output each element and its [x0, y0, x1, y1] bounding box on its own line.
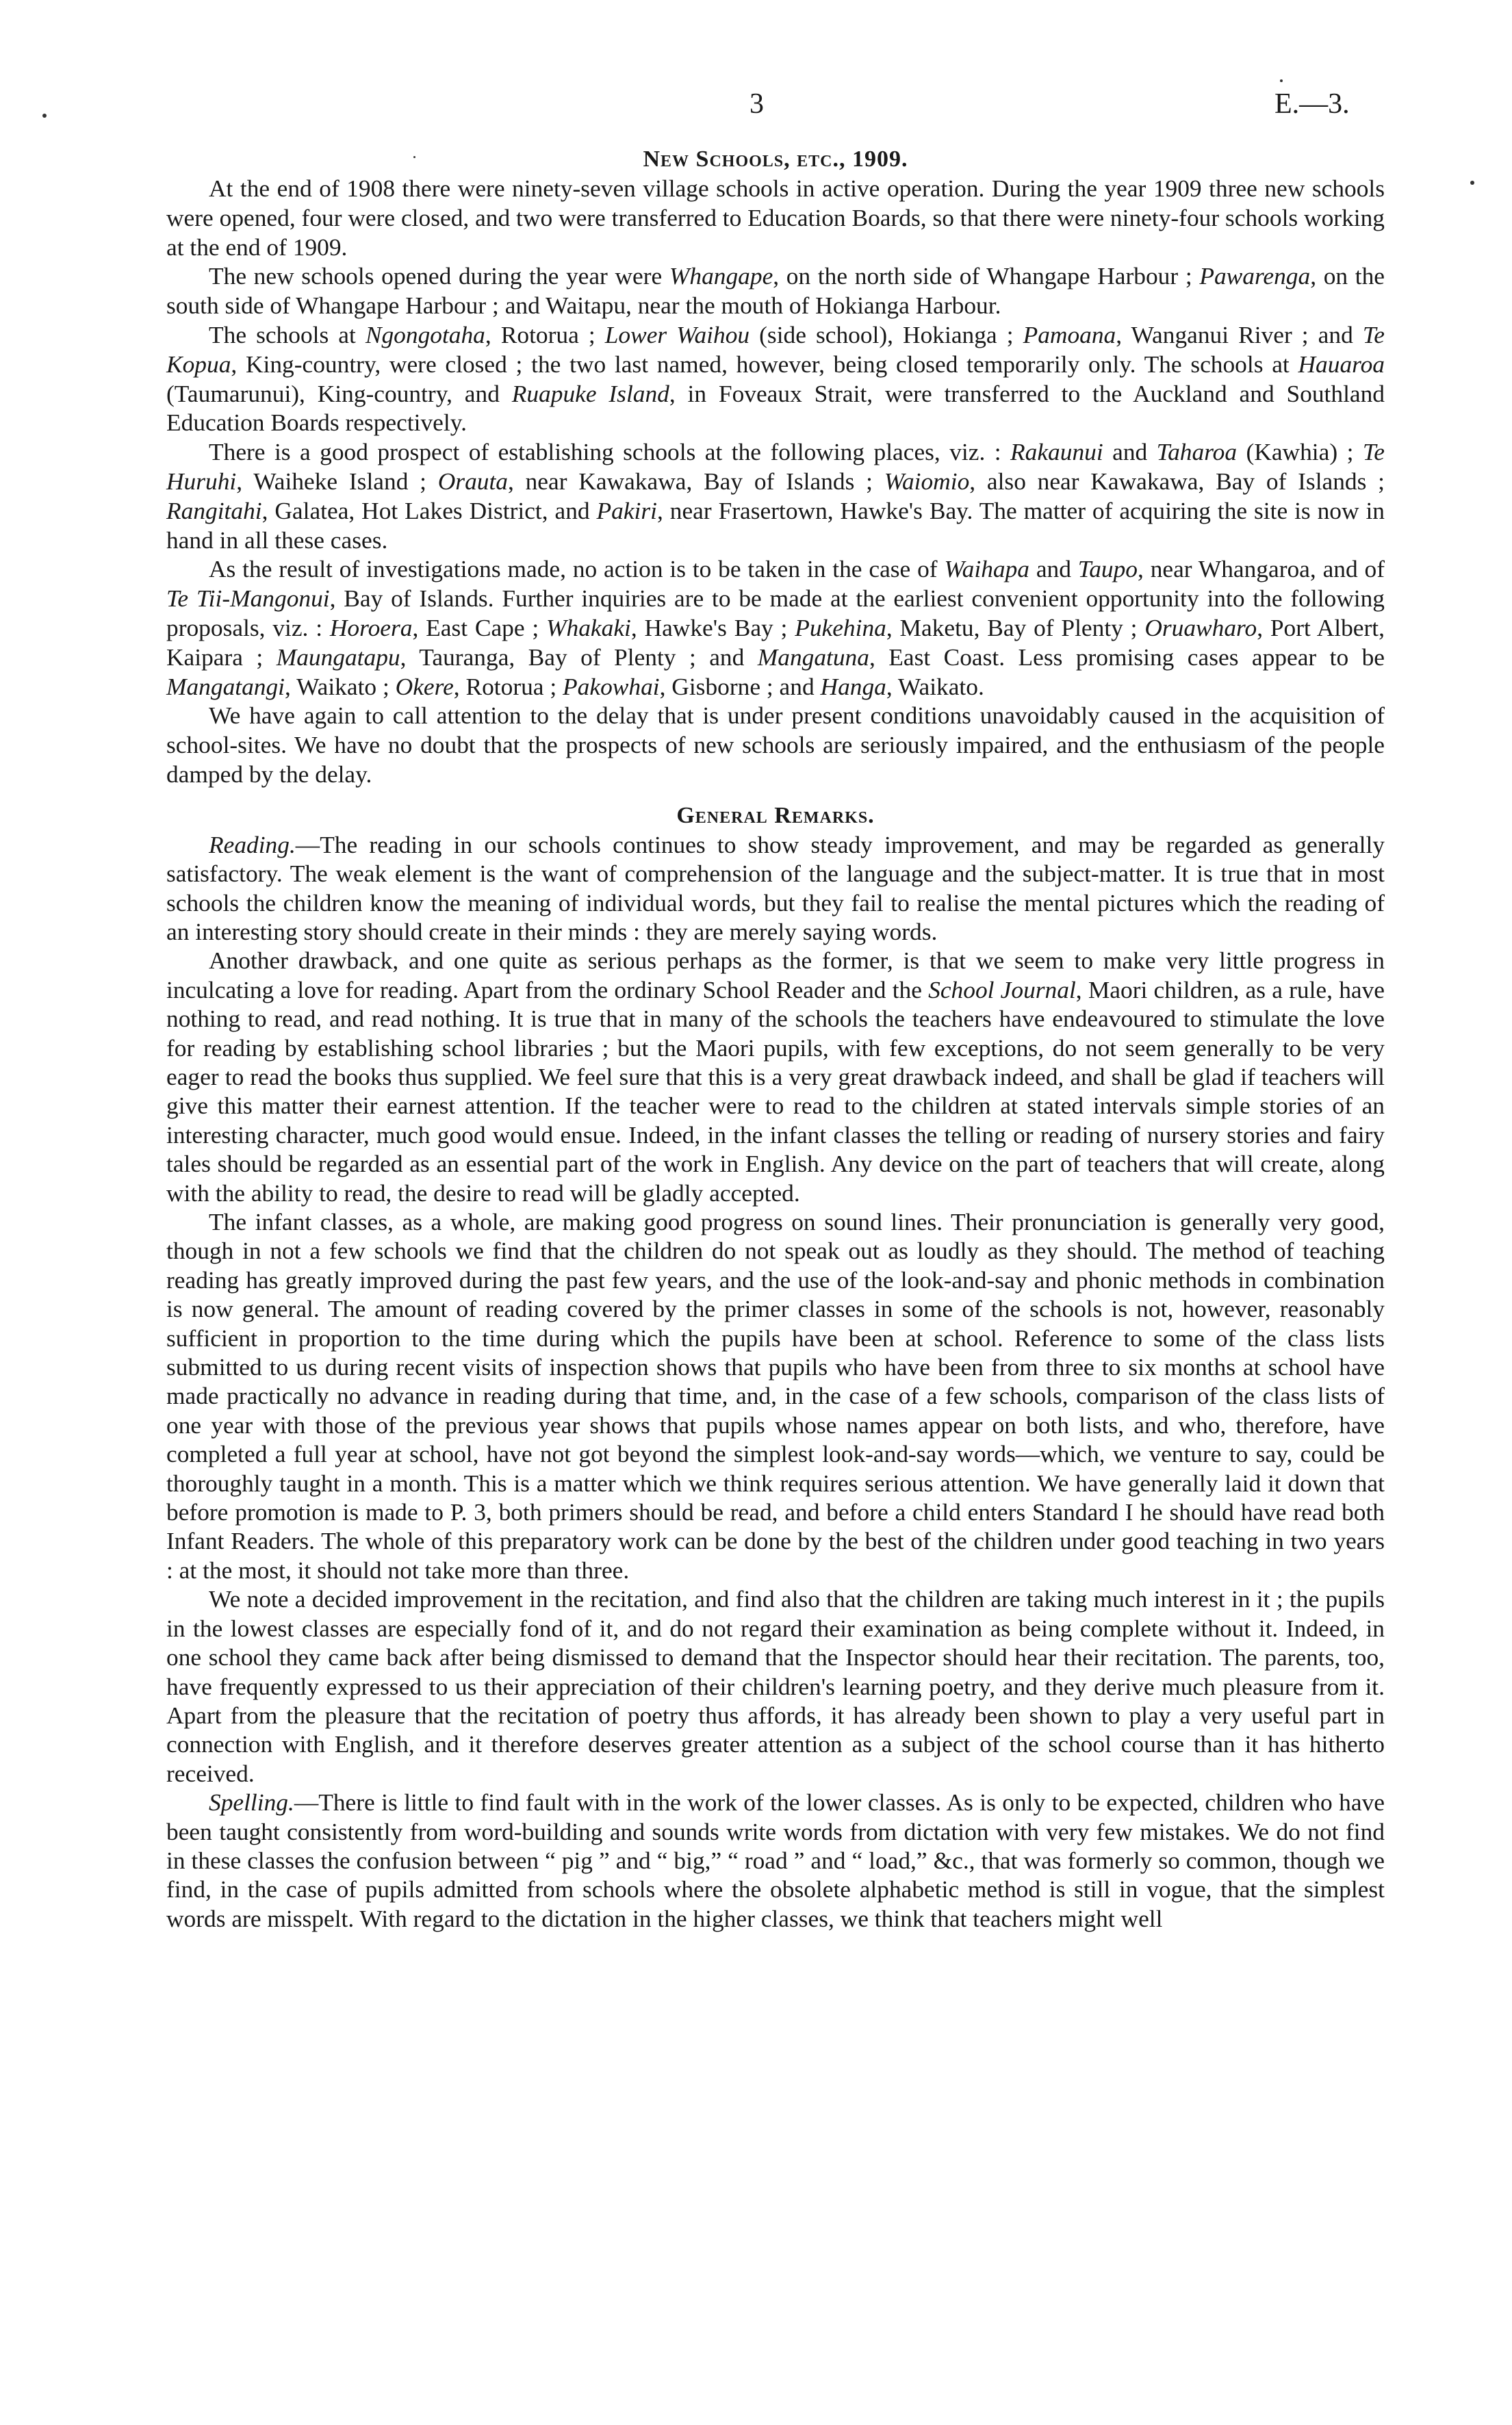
italic-run: Ngongotaha: [365, 320, 485, 348]
text-run: , Maori children, as a rule, have nothing to read, and read nothing. It is true that in many of the schools the teachers have endeavoured to stimulate the love for reading by establishing school libraries ; but the Maori pupils, with few exceptions, do not seem generally to be very eager to read the books thus supplied. We feel sure that this is a very great drawback indeed, and shall be glad if teachers will give this matter their earnest attention. If the teacher were to read to the children at stated intervals simple stories of an interesting character, much good would ensue. Indeed, in the infant classes the telling or reading of nursery stories and fairy tales should be regarded as an essential part of the work in English. Any device on the part of teachers that will create, along with the ability to read, the desire to read will be gladly accepted.: [166, 975, 1385, 1207]
text-run: , on the north side of Whangape Harbour ;: [773, 262, 1200, 290]
text-run: , Waikato.: [886, 672, 984, 700]
text-run: We have again to call attention to the delay that is under present conditions unavoidably caused in the acquisition of school-sites. We have no doubt that the prospects of new schools are seriously impaired, and the enthusiasm of the people damped by the delay.: [166, 702, 1385, 788]
italic-run: Horoera: [329, 613, 413, 641]
paragraph: [166, 946, 1385, 1207]
text-run: (side school), Hokianga ;: [749, 320, 1023, 348]
italic-run: Te Kopua: [166, 320, 1385, 378]
paragraph: [166, 1207, 1385, 1584]
italic-run: Waiomio: [884, 467, 970, 495]
text-run: , Tauranga, Bay of Plenty ; and: [400, 643, 758, 671]
italic-run: Whakaki: [546, 613, 631, 641]
paragraph: [166, 320, 1385, 437]
italic-run: Rakaunui: [1010, 438, 1103, 466]
italic-run: Oruawharo: [1144, 613, 1257, 641]
text-run: , Wanganui River ; and: [1116, 320, 1363, 348]
text-run: The schools at: [209, 320, 366, 348]
text-run: , Gisborne ; and: [659, 672, 821, 700]
italic-run: Rangitahi: [166, 496, 262, 524]
text-run: , Port Albert, Kaipara ;: [166, 613, 1385, 671]
text-run: , Galatea, Hot Lakes District, and: [261, 496, 597, 524]
italic-run: Te Tii-Mangonui: [166, 585, 330, 613]
italic-run: Pakiri: [596, 496, 657, 524]
section-general-remarks: [166, 830, 1385, 1933]
section-heading-general-remarks: General Remarks.: [676, 802, 875, 828]
text-run: , Bay of Islands. Further inquiries are to be made at the earliest convenient opportunity into the following proposals, viz. :: [166, 585, 1385, 641]
text-run: , Rotorua ;: [485, 320, 605, 348]
paragraph: [166, 1788, 1385, 1933]
italic-run: Te Huruhi: [166, 438, 1385, 495]
italic-run: Pamoana: [1023, 320, 1116, 348]
paragraph: [166, 437, 1385, 554]
paragraph: [166, 261, 1385, 320]
text-run: , Waikato ;: [285, 672, 396, 700]
italic-run: School Journal: [928, 975, 1076, 1003]
text-run: At the end of 1908 there were ninety-seven village schools in active operation. During the year 1909 three new schools were opened, four were closed, and two were transferred to Education Boards, so that there were ninety-four schools working at the end of 1909.: [166, 175, 1385, 261]
italic-run: Okere: [395, 672, 454, 700]
paragraph: [166, 174, 1385, 261]
italic-run: Mangatangi: [166, 672, 285, 700]
text-run: , in Foveaux Strait, were transferred to the Auckland and Southland Education Boards respectively.: [166, 379, 1385, 437]
text-run: —There is little to find fault with in the work of the lower classes. As is only to be expected, children who have been taught consistently from word-building and sounds write words from dictation with very few mistakes. We do not find in these classes the confusion between “ pig ” and “ big,” “ road ” and “ load,” &c., that was formerly so common, though we find, in the case of pupils admitted from schools where the obsolete alphabetic method is still in vogue, that the simplest words are misspelt. With regard to the dictation in the higher classes, we think that teachers might well: [166, 1788, 1385, 1932]
scan-speck: [1280, 79, 1283, 82]
section-heading-new-schools: New Schools, etc., 1909.: [643, 146, 908, 172]
paragraph: [166, 830, 1385, 947]
text-run: , East Cape ;: [412, 613, 547, 641]
scan-speck: [1470, 181, 1474, 185]
text-run: Another drawback, and one quite as serious perhaps as the former, is that we seem to make very little progress in inculcating a love for reading. Apart from the ordinary School Reader and the: [166, 947, 1385, 1003]
paragraph: [166, 1584, 1385, 1788]
section-new-schools: [166, 174, 1385, 789]
text-run: , near Whangaroa, and of: [1138, 555, 1385, 583]
italic-run: Spelling.: [209, 1788, 294, 1817]
italic-run: Taharoa: [1156, 438, 1238, 466]
italic-run: Hanga: [820, 672, 886, 700]
page-header: [0, 88, 1512, 129]
text-run: —The reading in our schools continues to show steady improvement, and may be regarded as generally satisfactory. The weak element is the want of comprehension of the language and the subject-matter. It is true that in most schools the children know the meaning of individual words, but they fail to realise the mental pictures which the reading of an interesting story should create in their minds : they are merely saying words.: [166, 830, 1385, 945]
italic-run: Hauaroa: [1298, 350, 1385, 378]
text-run: (Kawhia) ;: [1237, 438, 1363, 466]
text-run: The new schools opened during the year were: [209, 262, 669, 290]
text-run: , Maketu, Bay of Plenty ;: [886, 613, 1145, 641]
text-run: We note a decided improvement in the recitation, and find also that the children are taking much interest in it ; the pupils in the lowest classes are especially fond of it, and do not regard their examination as being complete without it. Indeed, in one school they came back after being dismissed to demand that the Inspector should hear their recitation. The parents, too, have frequently expressed to us their appreciation of their children's learning poetry, and they derive much pleasure from it. Apart from the pleasure that the recitation of poetry thus affords, it has already been shown to play a very useful part in connection with English, and it therefore deserves greater attention as a subject of the school course than it has hitherto received.: [166, 1585, 1385, 1787]
text-run: , Waiheke Island ;: [236, 467, 438, 495]
italic-run: Mangatuna: [757, 643, 869, 671]
text-run: , Hawke's Bay ;: [630, 613, 795, 641]
italic-run: Lower Waihou: [604, 320, 750, 348]
text-run: , Rotorua ;: [453, 672, 563, 700]
page-number: 3: [749, 88, 764, 120]
italic-run: Taupo: [1077, 555, 1138, 583]
text-run: , King-country, were closed ; the two last named, however, being closed temporarily only. The schools at: [231, 350, 1298, 378]
text-run: As the result of investigations made, no action is to be taken in the case of: [209, 555, 945, 583]
text-run: There is a good prospect of establishing schools at the following places, viz. :: [209, 438, 1011, 466]
italic-run: Waihapa: [944, 555, 1029, 583]
document-code: E.—3.: [1274, 88, 1350, 120]
text-run: , near Kawakawa, Bay of Islands ;: [508, 467, 884, 495]
paragraph: [166, 554, 1385, 701]
text-run: (Taumarunui), King-country, and: [166, 379, 512, 407]
italic-run: Orauta: [437, 467, 508, 495]
paragraph: [166, 701, 1385, 788]
text-run: , on the south side of Whangape Harbour ; and Waitapu, near the mouth of Hokianga Harbour.: [166, 262, 1385, 320]
italic-run: Whangape: [669, 262, 773, 290]
text-run: , near Frasertown, Hawke's Bay. The matter of acquiring the site is now in hand in all these cases.: [166, 496, 1385, 554]
italic-run: Maungatapu: [276, 643, 400, 671]
text-run: , also near Kawakawa, Bay of Islands ;: [969, 467, 1385, 495]
document-body: [166, 145, 1385, 1933]
text-run: and: [1029, 555, 1078, 583]
italic-run: Ruapuke Island: [511, 379, 669, 407]
italic-run: Reading.: [209, 830, 296, 858]
text-run: and: [1103, 438, 1157, 466]
italic-run: Pukehina: [795, 613, 886, 641]
text-run: The infant classes, as a whole, are making good progress on sound lines. Their pronunciation is generally very good, though in not a few schools we find that the children do not speak out as loudly as they should. The method of teaching reading has greatly improved during the past few years, and the use of the look-and-say and phonic methods in combination is now general. The amount of reading covered by the primer classes in some of the schools is not, however, reasonably sufficient in proportion to the time during which the pupils have been at school. Reference to some of the class lists submitted to us during recent visits of inspection shows that pupils who have been from three to six months at school have made practically no advance in reading during that time, and, in the case of a few schools, comparison of the class lists of one year with those of the previous year shows that pupils whose names appear on both lists, and who, therefore, have completed a full year at school, have not got beyond the simplest look-and-say words—which, we venture to say, could be thoroughly taught in a month. This is a matter which we think requires serious attention. We have generally laid it down that before promotion is made to P. 3, both primers should be read, and before a child enters Standard I he should have read both Infant Readers. The whole of this preparatory work can be done by the best of the children under good teaching in two years : at the most, it should not take more than three.: [166, 1208, 1385, 1584]
italic-run: Pawarenga: [1199, 262, 1311, 290]
text-run: , East Coast. Less promising cases appear to be: [869, 643, 1385, 671]
italic-run: Pakowhai: [563, 672, 660, 700]
